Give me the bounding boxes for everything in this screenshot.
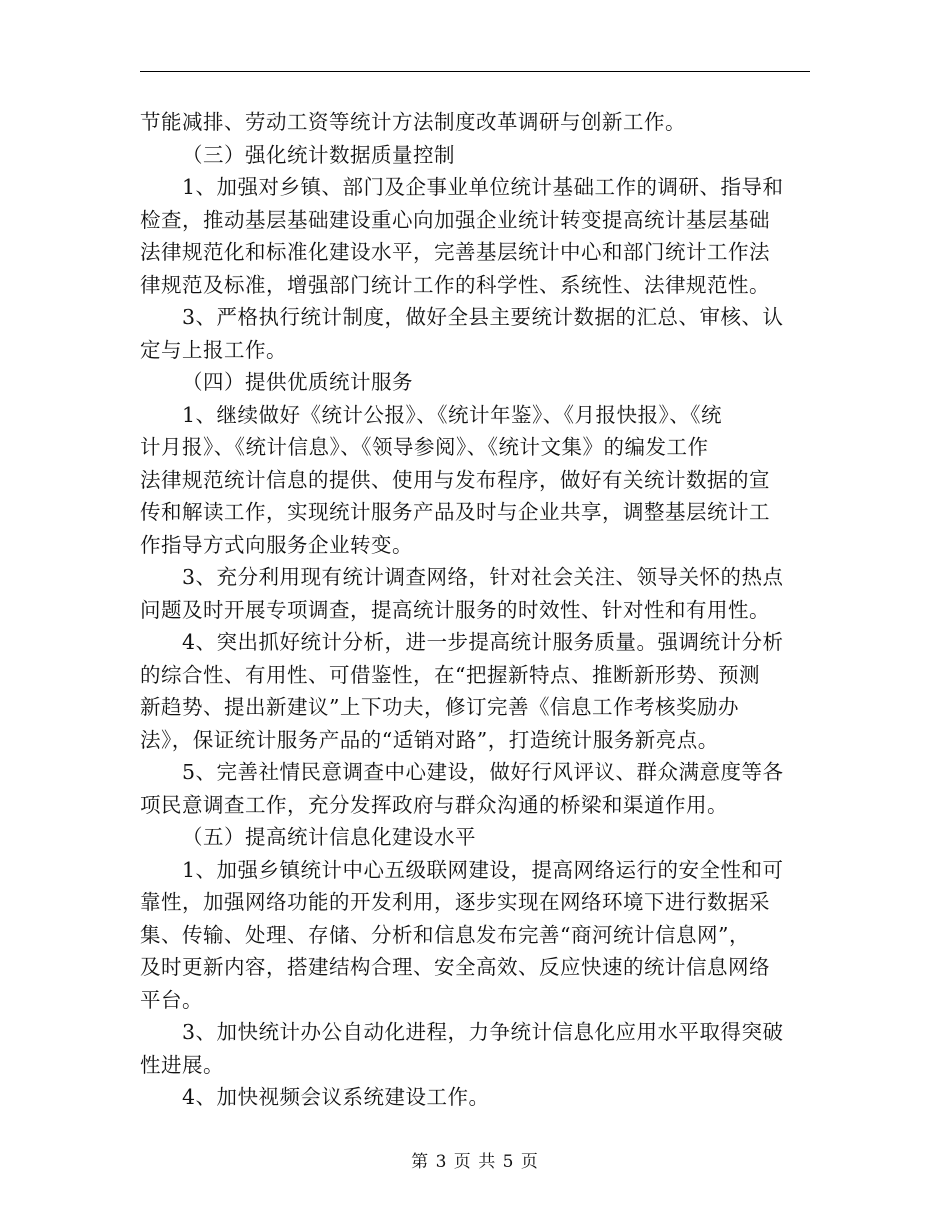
text-line: 问题及时开展专项调查，提高统计服务的时效性、针对性和有用性。 xyxy=(140,597,770,622)
section-heading: （四）提供优质统计服务 xyxy=(182,370,413,394)
text-line: 节能减排、劳动工资等统计方法制度改革调研与创新工作。 xyxy=(140,110,686,134)
text-line: 检查，推动基层基础建设重心向加强企业统计转变提高统计基层基础 xyxy=(140,207,770,232)
text-line: 法》，保证统计服务产品的“适销对路”，打造统计服务新亮点。 xyxy=(140,727,719,752)
text-line: 律规范及标准，增强部门统计工作的科学性、系统性、法律规范性。 xyxy=(140,272,770,297)
text-line: 法律规范化和标准化建设水平，完善基层统计中心和部门统计工作法 xyxy=(140,240,770,264)
text-line: 平台。 xyxy=(140,987,203,1012)
text-line: 传和解读工作，实现统计服务产品及时与企业共享，调整基层统计工 xyxy=(140,500,770,524)
text-line: 性进展。 xyxy=(140,1052,224,1077)
page-footer xyxy=(0,1150,950,1174)
text-line: 1、继续做好《统计公报》、《统计年鉴》、《月报快报》、《统 xyxy=(182,402,723,427)
text-line: 1、加强乡镇统计中心五级联网建设，提高网络运行的安全性和可 xyxy=(182,857,784,882)
text-line: 定与上报工作。 xyxy=(140,337,287,362)
page-number: 第 3 页 共 5 页 xyxy=(411,1152,539,1172)
text-line: 项民意调查工作，充分发挥政府与群众沟通的桥梁和渠道作用。 xyxy=(140,792,728,817)
text-line: 靠性，加强网络功能的开发利用，逐步实现在网络环境下进行数据采 xyxy=(140,890,770,914)
document-body xyxy=(140,106,810,1114)
text-line: 4、加快视频会议系统建设工作。 xyxy=(182,1085,490,1109)
text-line: 3、加快统计办公自动化进程，力争统计信息化应用水平取得突破 xyxy=(182,1020,784,1044)
section-heading: （三）强化统计数据质量控制 xyxy=(182,142,455,167)
text-line: 1、加强对乡镇、部门及企事业单位统计基础工作的调研、指导和 xyxy=(182,175,784,199)
text-line: 法律规范统计信息的提供、使用与发布程序，做好有关统计数据的宣 xyxy=(140,467,770,492)
text-line: 5、完善社情民意调查中心建设，做好行风评议、群众满意度等各 xyxy=(182,760,784,784)
text-line: 3、充分利用现有统计调查网络，针对社会关注、领导关怀的热点 xyxy=(182,565,784,589)
text-line: 计月报》、《统计信息》、《领导参阅》、《统计文集》的编发工作 xyxy=(140,435,709,459)
text-line: 的综合性、有用性、可借鉴性，在“把握新特点、推断新形势、预测 xyxy=(140,662,760,687)
text-line: 4、突出抓好统计分析，进一步提高统计服务质量。强调统计分析 xyxy=(182,630,784,654)
text-line: 及时更新内容，搭建结构合理、安全高效、反应快速的统计信息网络 xyxy=(140,955,770,979)
text-line: 3、严格执行统计制度，做好全县主要统计数据的汇总、审核、认 xyxy=(182,305,784,329)
text-line: 集、传输、处理、存储、分析和信息发布完善“商河统计信息网”， xyxy=(140,922,750,947)
text-line: 新趋势、提出新建议”上下功夫，修订完善《信息工作考核奖励办 xyxy=(140,695,739,719)
header-rule xyxy=(140,71,810,72)
text-line: 作指导方式向服务企业转变。 xyxy=(140,532,413,557)
section-heading: （五）提高统计信息化建设水平 xyxy=(182,825,476,849)
